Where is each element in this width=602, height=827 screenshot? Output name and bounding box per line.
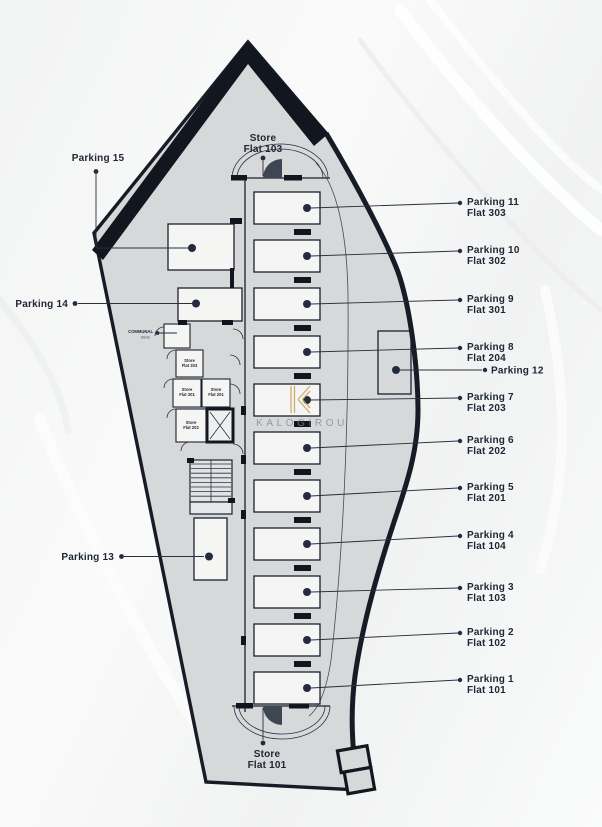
callout-label: Parking 6 bbox=[467, 435, 514, 446]
callout-label: Store bbox=[253, 749, 281, 760]
store-room-label: Store bbox=[185, 420, 197, 425]
brand-watermark-text: KALOGIROU bbox=[256, 418, 348, 429]
callout-sublabel: Flat 204 bbox=[467, 353, 506, 364]
store-room-label: Flat 301 bbox=[179, 392, 195, 397]
callout-label: Parking 1 bbox=[467, 674, 514, 685]
store-room-label: Flat 303 bbox=[181, 363, 198, 368]
callout-sublabel: Flat 102 bbox=[467, 638, 506, 649]
callout-label: COMMUNAL bbox=[128, 329, 153, 334]
callout-label: Parking 14 bbox=[15, 299, 68, 310]
store-room-label: Store bbox=[184, 358, 195, 363]
callout-label: Parking 10 bbox=[467, 245, 520, 256]
callout-label: Store bbox=[249, 133, 277, 144]
callout-label: Parking 11 bbox=[467, 197, 520, 208]
callout-sublabel: Flat 103 bbox=[467, 593, 506, 604]
store-room-label: Store bbox=[210, 387, 222, 392]
callout-label: Parking 8 bbox=[467, 342, 514, 353]
callout-label: Parking 9 bbox=[467, 294, 514, 305]
parking-14-stall bbox=[178, 288, 242, 321]
callout-sublabel: Store bbox=[140, 335, 150, 340]
callout-sublabel: Flat 104 bbox=[467, 541, 506, 552]
parking-13-stall bbox=[194, 518, 227, 580]
callout-sublabel: Flat 202 bbox=[467, 446, 506, 457]
callout-label: Parking 12 bbox=[491, 365, 544, 377]
callout-label: Parking 7 bbox=[467, 392, 514, 403]
callout-sublabel: Flat 203 bbox=[467, 403, 506, 414]
callout-label: Parking 13 bbox=[61, 552, 114, 563]
store-room-label: Store bbox=[181, 387, 193, 392]
callout-label: Parking 5 bbox=[467, 482, 514, 493]
callout-label: Parking 2 bbox=[467, 627, 514, 638]
callout-sublabel: Flat 303 bbox=[467, 208, 506, 219]
callout-label: Parking 15 bbox=[71, 153, 125, 164]
store-room-label: Flat 202 bbox=[183, 425, 199, 430]
staircase bbox=[187, 458, 235, 514]
callout-sublabel: Flat 101 bbox=[467, 685, 506, 696]
parking-15-stall bbox=[168, 224, 234, 270]
callout-sublabel: Flat 302 bbox=[467, 256, 506, 267]
store-room-label: Flat 201 bbox=[208, 392, 224, 397]
callout-label: Flat 103 bbox=[243, 144, 283, 155]
callout-label: Parking 4 bbox=[467, 530, 514, 541]
callout-label: Flat 101 bbox=[247, 760, 287, 771]
callout-label: Parking 3 bbox=[467, 582, 514, 593]
callout-sublabel: Flat 201 bbox=[467, 493, 506, 504]
callout-sublabel: Flat 301 bbox=[467, 305, 506, 316]
